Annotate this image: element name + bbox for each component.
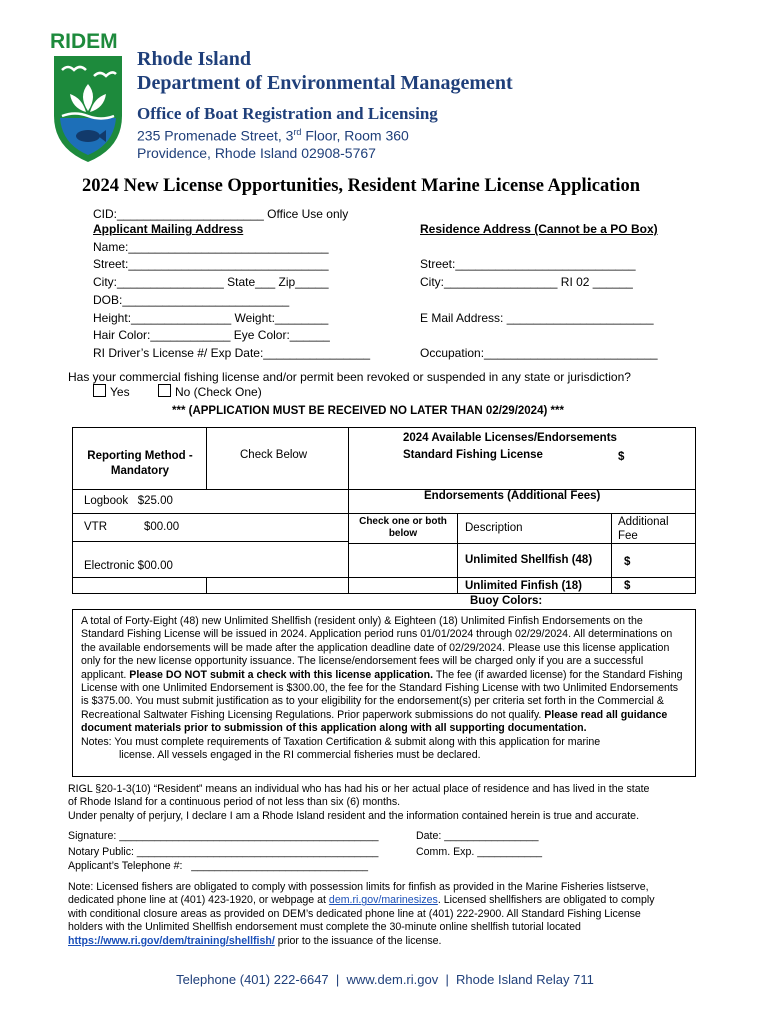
revoked-question: Has your commercial fishing license and/or permit been revoked or suspended in any state or jurisdiction? [68,370,631,384]
mailing-heading: Applicant Mailing Address [93,222,244,236]
vtr-option[interactable]: VTR [84,521,107,533]
org-line1: Rhode Island [137,48,251,70]
electronic-option[interactable]: Electronic $00.00 [84,560,173,572]
logo-emblem-icon [50,56,126,164]
additional-fee-label: Additional Fee [618,516,669,542]
notary-field[interactable]: Notary Public: _________________________________________ [68,846,379,858]
address-line1: 235 Promenade Street, 3rd Floor, Room 360 [137,127,409,144]
org-line2: Department of Environmental Management [137,72,513,94]
address-line2: Providence, Rhode Island 02908-5767 [137,145,376,161]
telephone-field[interactable]: Applicant’s Telephone #: ______________________________ [68,860,369,872]
available-heading: 2024 Available Licenses/Endorsements [403,432,617,444]
description-label: Description [465,522,523,534]
reporting-method-label: Reporting Method - Mandatory [87,450,193,477]
residence-city-field[interactable]: City:_________________ RI 02 ______ [420,275,633,289]
yes-checkbox[interactable] [93,384,106,397]
residence-heading: Residence Address (Cannot be a PO Box) [420,222,658,236]
logo-text: RIDEM [50,30,118,53]
hair-eye-field[interactable]: Hair Color:____________ Eye Color:______ [93,328,330,342]
drivers-license-field[interactable]: RI Driver’s License #/ Exp Date:________________ [93,346,371,360]
signature-field[interactable]: Signature: ____________________________________________ [68,830,379,842]
logbook-option[interactable]: Logbook $25.00 [84,495,173,507]
dob-field[interactable]: DOB:_________________________ [93,293,290,307]
buoy-colors-field[interactable]: Buoy Colors: [470,595,543,607]
check-one-label: Check one or both below [359,516,447,539]
note-text: Note: Licensed fishers are obligated to comply with possession limits for finfish as provided in the Marine Fisheries listserve, dedicated phone line at (401) 423-1920, or webpage at dem.ri.gov/marinesizes. Licensed shellfishers are obligated to comply with conditional closure areas as provided on DEM’s dedicated phone line at (401) 222-2900. All Standard Fishing License holders with the Unlimited Shellfish endorsement must complete the 30-minute online shellfish tutorial located https://www.ri.gov/dem/training/shellfish/ prior to the issuance of the license. [68,881,655,947]
occupation-field[interactable]: Occupation:__________________________ [420,346,658,360]
standard-license-fee: $ [618,451,625,463]
yes-option[interactable] [93,384,130,399]
name-field[interactable]: Name:______________________________ [93,240,329,254]
marinesizes-link[interactable]: dem.ri.gov/marinesizes [328,894,438,907]
endorsements-heading: Endorsements (Additional Fees) [424,490,601,502]
residence-street-field[interactable]: Street:___________________________ [420,257,636,271]
rigl-text: RIGL §20-1-3(10) “Resident” means an individual who has had his or her actual place of residence and has lived in the state of Rhode Island for a continuous period of not less than six (6) months. Under penalty of perjury, I declare I am a Rhode Island resident and the information contained herein is true and accurate. [68,783,650,822]
city-state-zip-field[interactable]: City:________________ State___ Zip_____ [93,275,329,289]
yes-label: Yes [110,385,130,399]
standard-license-label: Standard Fishing License [403,449,543,461]
shellfish-tutorial-link[interactable]: https://www.ri.gov/dem/training/shellfish/ [68,934,275,947]
no-option[interactable] [158,384,262,399]
cid-field[interactable]: CID:______________________ Office Use only [93,207,349,221]
date-field[interactable]: Date: ________________ [416,830,539,842]
finfish-endorsement: Unlimited Finfish (18) [465,580,582,592]
form-title: 2024 New License Opportunities, Resident Marine License Application [82,176,641,196]
ridem-logo [50,30,126,164]
shellfish-endorsement: Unlimited Shellfish (48) [465,554,593,566]
office-name: Office of Boat Registration and Licensing [137,104,438,123]
vtr-price: $00.00 [144,521,180,533]
no-label: No (Check One) [175,385,262,399]
no-checkbox[interactable] [158,384,171,397]
footer-contact: Telephone (401) 222-6647 | www.dem.ri.gov | Rhode Island Relay 711 [176,972,594,987]
height-weight-field[interactable]: Height:_______________ Weight:________ [93,311,329,325]
deadline-notice: *** (APPLICATION MUST BE RECEIVED NO LATER THAN 02/29/2024) *** [172,405,564,417]
shellfish-fee: $ [624,556,631,568]
finfish-fee: $ [624,580,631,592]
notice-box: A total of Forty-Eight (48) new Unlimited Shellfish (resident only) & Eighteen (18) Unlimited Finfish Endorsements on the Standard Fishing License will be issued in 2024. Application period runs 01/01/2024 through 02/29/2024. All determinations on the available endorsements will be made after the application deadline date of 02/29/2024. Please use this license application only for the new license opportunity issuance. The license/endorsement fees will be charged only if you are a successful applicant. Please DO NOT submit a check with this license application. The fee (if awarded license) for the Standard Fishing License with one Unlimited Endorsement is $300.00, the fee for the Standard Fishing License with two Unlimited Endorsements is $375.00. You must submit justification as to your eligibility for the endorsement(s) per criteria set forth in the Commercial & Recreational Saltwater Fishing Licensing Regulations. Prior paperwork submissions do not qualify. Please read all guidance document materials prior to submission of this application along with all supporting documentation. Notes: You must complete requirements of Taxation Certification & submit along with this application for marine license. All vessels engaged in the RI commercial fisheries must be declared. [72,609,696,777]
street-field[interactable]: Street:______________________________ [93,257,329,271]
email-field[interactable]: E Mail Address: ______________________ [420,311,654,325]
check-below-label: Check Below [240,449,308,461]
comm-exp-field[interactable]: Comm. Exp. ___________ [416,846,543,858]
